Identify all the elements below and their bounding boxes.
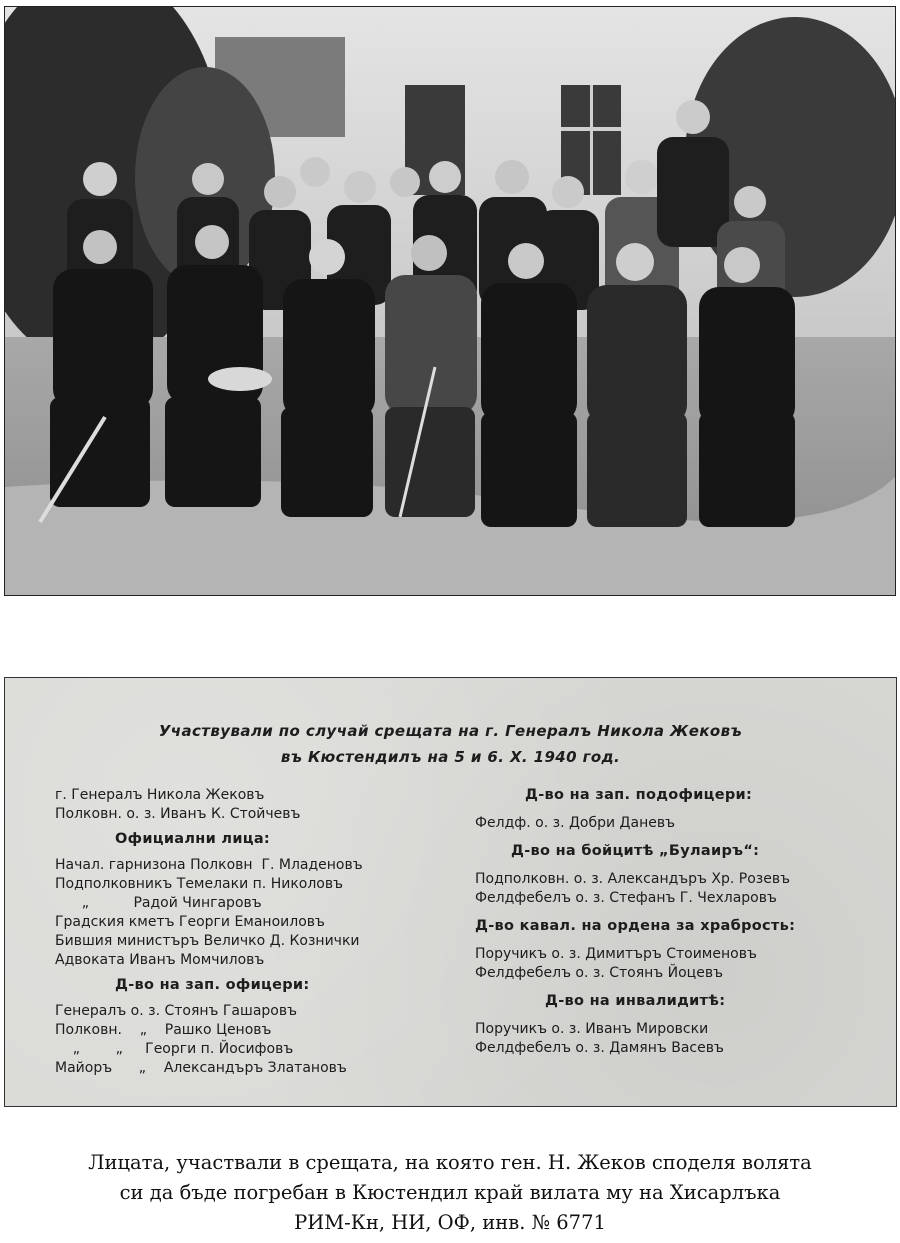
invalids-heading: Д-во на инвалидитѣ:: [545, 993, 726, 1009]
caption-line-2: си да бъде погребан в Кюстендил край вилата му на Хисарлъка: [119, 1181, 781, 1204]
officers-line: Полковн. „ Рашко Ценовъ: [55, 1022, 272, 1038]
bulair-line: Фелдфебелъ о. з. Стефанъ Г. Чехларовъ: [475, 890, 777, 906]
bravery-heading: Д-во кавал. на ордена за храбрость:: [475, 918, 796, 934]
intro-line: г. Генералъ Никола Жековъ: [55, 787, 265, 803]
officials-line: Градския кметъ Георги Еманоиловъ: [55, 914, 325, 930]
card-title-line-2: въ Кюстендилъ на 5 и 6. X. 1940 год.: [280, 748, 621, 766]
invalids-line: Фелдфебелъ о. з. Дамянъ Васевъ: [475, 1040, 724, 1056]
caption-line-3: РИМ-Кн, НИ, ОФ, инв. № 6771: [294, 1211, 606, 1234]
bulair-heading: Д-во на бойцитѣ „Булаиръ“:: [511, 843, 760, 859]
bravery-line: Поручикъ о. з. Димитъръ Стоименовъ: [475, 946, 757, 962]
officials-line: Бившия министъръ Величко Д. Кознички: [55, 933, 360, 949]
officials-heading: Официални лица:: [115, 831, 271, 847]
figure-caption: [0, 1148, 900, 1238]
caption-line-1: Лицата, участвали в срещата, на която ген. Н. Жеков споделя волята: [88, 1151, 812, 1174]
invalids-line: Поручикъ о. з. Иванъ Мировски: [475, 1021, 709, 1037]
officers-line: „ „ Георги п. Йосифовъ: [55, 1041, 294, 1057]
hat: [208, 367, 272, 391]
officers-line: Майоръ „ Александъръ Златановъ: [55, 1060, 347, 1076]
officers-heading: Д-во на зап. офицери:: [115, 977, 310, 993]
officials-line: „ Радой Чингаровъ: [55, 895, 262, 911]
photo-scene: [5, 7, 895, 595]
nco-line: Фелдф. о. з. Добри Даневъ: [475, 815, 675, 831]
bravery-line: Фелдфебелъ о. з. Стоянъ Йоцевъ: [475, 965, 723, 981]
officials-line: Подполковникъ Темелаки п. Николовъ: [55, 876, 343, 892]
intro-line: Полковн. о. з. Иванъ К. Стойчевъ: [55, 806, 301, 822]
nco-heading: Д-во на зап. подофицери:: [525, 787, 753, 803]
right-column: [475, 786, 875, 1058]
group-photograph: [4, 6, 896, 596]
officials-line: Начал. гарнизона Полковн Г. Младеновъ: [55, 857, 363, 873]
bulair-line: Подполковн. о. з. Александъръ Хр. Розевъ: [475, 871, 790, 887]
officials-line: Адвоката Иванъ Момчиловъ: [55, 952, 265, 968]
officers-line: Генералъ о. з. Стоянъ Гашаровъ: [55, 1003, 297, 1019]
left-column: [55, 786, 445, 1078]
card-title-line-1: Участвували по случай срещата на г. Генералъ Никола Жековъ: [158, 722, 743, 740]
participants-card: [4, 677, 897, 1107]
